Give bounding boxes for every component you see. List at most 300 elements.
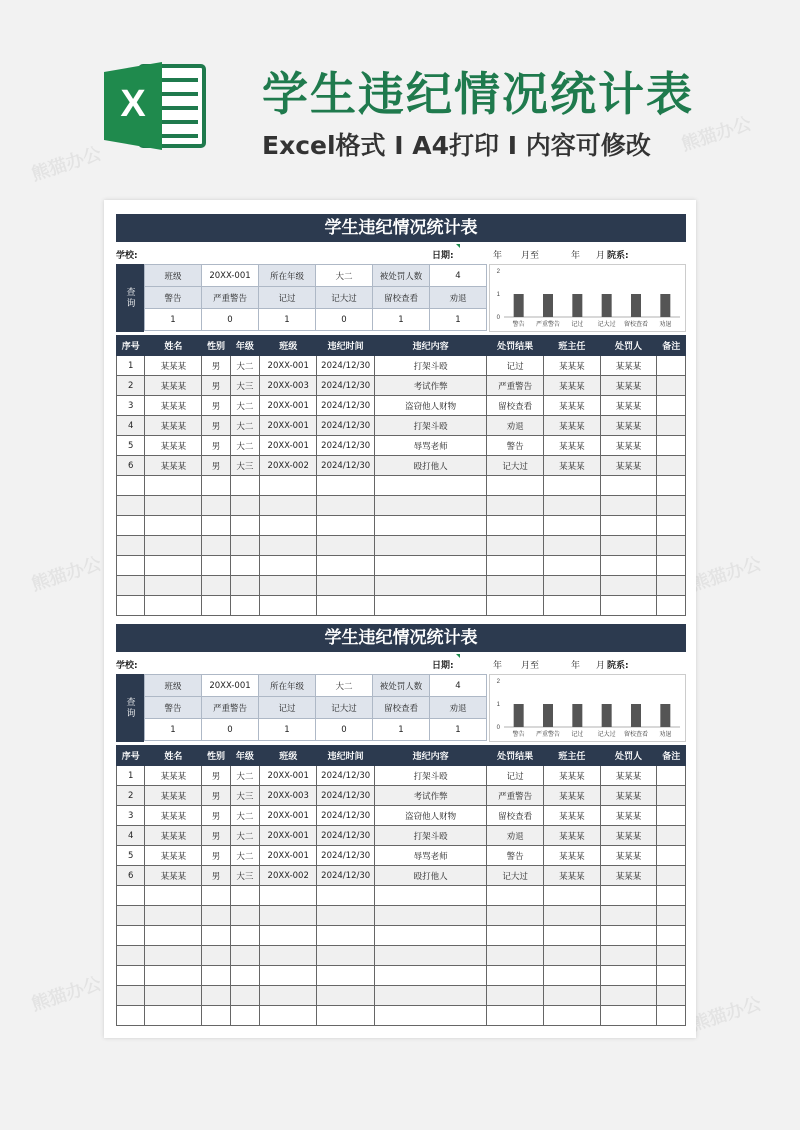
summary-cell[interactable]: 记过 xyxy=(259,697,316,719)
column-header[interactable]: 违纪内容 xyxy=(375,746,487,766)
empty-cell[interactable] xyxy=(117,906,145,926)
empty-cell[interactable] xyxy=(145,1006,202,1026)
empty-cell[interactable] xyxy=(487,986,544,1006)
table-cell[interactable]: 6 xyxy=(117,866,145,886)
table-cell[interactable]: 留校查看 xyxy=(487,396,544,416)
empty-cell[interactable] xyxy=(600,946,657,966)
summary-cell[interactable]: 0 xyxy=(316,309,373,331)
table-cell[interactable]: 某某某 xyxy=(600,866,657,886)
table-cell[interactable]: 打架斗殴 xyxy=(375,356,487,376)
empty-cell[interactable] xyxy=(600,476,657,496)
empty-cell[interactable] xyxy=(117,926,145,946)
empty-cell[interactable] xyxy=(487,556,544,576)
column-header[interactable]: 班主任 xyxy=(543,336,600,356)
column-header[interactable]: 处罚人 xyxy=(600,336,657,356)
column-header[interactable]: 班级 xyxy=(260,336,317,356)
empty-cell[interactable] xyxy=(487,966,544,986)
table-cell[interactable]: 2024/12/30 xyxy=(317,806,375,826)
empty-cell[interactable] xyxy=(317,556,375,576)
table-cell[interactable]: 4 xyxy=(117,826,145,846)
summary-cell[interactable]: 大二 xyxy=(316,265,373,287)
empty-cell[interactable] xyxy=(375,966,487,986)
table-cell[interactable]: 男 xyxy=(202,846,230,866)
empty-cell[interactable] xyxy=(230,906,259,926)
empty-cell[interactable] xyxy=(202,496,230,516)
table-cell[interactable] xyxy=(657,846,686,866)
column-header[interactable]: 序号 xyxy=(117,336,145,356)
table-cell[interactable]: 男 xyxy=(202,396,230,416)
empty-cell[interactable] xyxy=(230,946,259,966)
empty-cell[interactable] xyxy=(543,986,600,1006)
table-cell[interactable]: 20XX-001 xyxy=(260,806,317,826)
table-cell[interactable]: 警告 xyxy=(487,436,544,456)
empty-cell[interactable] xyxy=(543,906,600,926)
empty-cell[interactable] xyxy=(317,906,375,926)
summary-cell[interactable]: 0 xyxy=(316,719,373,741)
empty-cell[interactable] xyxy=(145,556,202,576)
empty-cell[interactable] xyxy=(657,946,686,966)
table-cell[interactable]: 记大过 xyxy=(487,866,544,886)
empty-cell[interactable] xyxy=(230,496,259,516)
empty-cell[interactable] xyxy=(260,596,317,616)
table-cell[interactable]: 20XX-003 xyxy=(260,786,317,806)
table-cell[interactable]: 2 xyxy=(117,376,145,396)
empty-cell[interactable] xyxy=(543,886,600,906)
empty-cell[interactable] xyxy=(117,536,145,556)
table-cell[interactable]: 某某某 xyxy=(145,826,202,846)
empty-cell[interactable] xyxy=(317,576,375,596)
summary-cell[interactable]: 严重警告 xyxy=(202,287,259,309)
column-header[interactable]: 班主任 xyxy=(543,746,600,766)
summary-cell[interactable]: 警告 xyxy=(145,697,202,719)
table-cell[interactable] xyxy=(657,376,686,396)
table-cell[interactable]: 大二 xyxy=(230,846,259,866)
empty-cell[interactable] xyxy=(375,886,487,906)
empty-cell[interactable] xyxy=(117,516,145,536)
empty-cell[interactable] xyxy=(487,536,544,556)
empty-cell[interactable] xyxy=(145,516,202,536)
empty-cell[interactable] xyxy=(317,1006,375,1026)
table-cell[interactable] xyxy=(657,786,686,806)
empty-cell[interactable] xyxy=(230,556,259,576)
summary-cell[interactable]: 班级 xyxy=(145,265,202,287)
empty-cell[interactable] xyxy=(543,946,600,966)
empty-cell[interactable] xyxy=(145,576,202,596)
table-cell[interactable]: 严重警告 xyxy=(487,786,544,806)
column-header[interactable]: 处罚结果 xyxy=(487,336,544,356)
table-cell[interactable]: 20XX-002 xyxy=(260,456,317,476)
empty-cell[interactable] xyxy=(657,986,686,1006)
table-cell[interactable] xyxy=(657,766,686,786)
empty-cell[interactable] xyxy=(260,886,317,906)
empty-cell[interactable] xyxy=(117,576,145,596)
column-header[interactable]: 违纪时间 xyxy=(317,746,375,766)
empty-cell[interactable] xyxy=(202,576,230,596)
empty-cell[interactable] xyxy=(487,926,544,946)
table-cell[interactable]: 严重警告 xyxy=(487,376,544,396)
empty-cell[interactable] xyxy=(317,536,375,556)
empty-cell[interactable] xyxy=(657,886,686,906)
empty-cell[interactable] xyxy=(117,886,145,906)
table-cell[interactable]: 某某某 xyxy=(543,456,600,476)
table-cell[interactable]: 大三 xyxy=(230,456,259,476)
empty-cell[interactable] xyxy=(657,556,686,576)
empty-cell[interactable] xyxy=(230,1006,259,1026)
column-header[interactable]: 处罚人 xyxy=(600,746,657,766)
empty-cell[interactable] xyxy=(260,966,317,986)
table-cell[interactable]: 某某某 xyxy=(600,826,657,846)
empty-cell[interactable] xyxy=(375,556,487,576)
table-cell[interactable]: 某某某 xyxy=(145,806,202,826)
table-cell[interactable]: 大三 xyxy=(230,786,259,806)
empty-cell[interactable] xyxy=(543,476,600,496)
table-cell[interactable]: 20XX-001 xyxy=(260,846,317,866)
table-cell[interactable]: 某某某 xyxy=(543,866,600,886)
empty-cell[interactable] xyxy=(202,516,230,536)
empty-cell[interactable] xyxy=(145,986,202,1006)
empty-cell[interactable] xyxy=(657,596,686,616)
empty-cell[interactable] xyxy=(260,496,317,516)
empty-cell[interactable] xyxy=(145,886,202,906)
empty-cell[interactable] xyxy=(487,516,544,536)
column-header[interactable]: 性别 xyxy=(202,336,230,356)
empty-cell[interactable] xyxy=(600,516,657,536)
empty-cell[interactable] xyxy=(657,926,686,946)
table-cell[interactable]: 大二 xyxy=(230,826,259,846)
table-cell[interactable]: 男 xyxy=(202,866,230,886)
summary-cell[interactable]: 1 xyxy=(373,719,430,741)
table-cell[interactable]: 2024/12/30 xyxy=(317,766,375,786)
table-cell[interactable]: 殴打他人 xyxy=(375,866,487,886)
summary-cell[interactable]: 劝退 xyxy=(430,697,487,719)
table-cell[interactable] xyxy=(657,356,686,376)
table-cell[interactable]: 某某某 xyxy=(543,436,600,456)
empty-cell[interactable] xyxy=(230,516,259,536)
table-cell[interactable]: 某某某 xyxy=(600,356,657,376)
table-cell[interactable]: 某某某 xyxy=(600,416,657,436)
empty-cell[interactable] xyxy=(317,966,375,986)
empty-cell[interactable] xyxy=(260,576,317,596)
empty-cell[interactable] xyxy=(145,596,202,616)
empty-cell[interactable] xyxy=(202,1006,230,1026)
table-cell[interactable]: 2024/12/30 xyxy=(317,866,375,886)
table-cell[interactable]: 大二 xyxy=(230,416,259,436)
table-cell[interactable]: 男 xyxy=(202,376,230,396)
table-cell[interactable] xyxy=(657,416,686,436)
table-cell[interactable]: 某某某 xyxy=(600,376,657,396)
summary-cell[interactable]: 1 xyxy=(145,719,202,741)
table-cell[interactable]: 某某某 xyxy=(145,396,202,416)
table-cell[interactable]: 大二 xyxy=(230,356,259,376)
table-cell[interactable]: 打架斗殴 xyxy=(375,826,487,846)
empty-cell[interactable] xyxy=(230,926,259,946)
empty-cell[interactable] xyxy=(543,516,600,536)
table-cell[interactable] xyxy=(657,456,686,476)
table-cell[interactable]: 殴打他人 xyxy=(375,456,487,476)
empty-cell[interactable] xyxy=(317,476,375,496)
empty-cell[interactable] xyxy=(657,1006,686,1026)
table-cell[interactable]: 某某某 xyxy=(600,396,657,416)
empty-cell[interactable] xyxy=(145,966,202,986)
table-cell[interactable]: 某某某 xyxy=(145,416,202,436)
empty-cell[interactable] xyxy=(260,1006,317,1026)
column-header[interactable]: 违纪时间 xyxy=(317,336,375,356)
table-cell[interactable]: 考试作弊 xyxy=(375,786,487,806)
empty-cell[interactable] xyxy=(487,946,544,966)
empty-cell[interactable] xyxy=(543,596,600,616)
table-cell[interactable]: 男 xyxy=(202,786,230,806)
empty-cell[interactable] xyxy=(230,536,259,556)
empty-cell[interactable] xyxy=(317,946,375,966)
empty-cell[interactable] xyxy=(657,516,686,536)
empty-cell[interactable] xyxy=(202,906,230,926)
column-header[interactable]: 性别 xyxy=(202,746,230,766)
empty-cell[interactable] xyxy=(375,986,487,1006)
empty-cell[interactable] xyxy=(260,926,317,946)
table-cell[interactable]: 20XX-003 xyxy=(260,376,317,396)
table-cell[interactable]: 某某某 xyxy=(600,766,657,786)
table-cell[interactable]: 某某某 xyxy=(145,866,202,886)
empty-cell[interactable] xyxy=(202,596,230,616)
table-cell[interactable] xyxy=(657,826,686,846)
empty-cell[interactable] xyxy=(230,886,259,906)
empty-cell[interactable] xyxy=(202,536,230,556)
table-cell[interactable]: 某某某 xyxy=(145,846,202,866)
table-cell[interactable]: 1 xyxy=(117,766,145,786)
empty-cell[interactable] xyxy=(202,946,230,966)
table-cell[interactable]: 某某某 xyxy=(600,456,657,476)
empty-cell[interactable] xyxy=(487,596,544,616)
summary-cell[interactable]: 记过 xyxy=(259,287,316,309)
empty-cell[interactable] xyxy=(600,536,657,556)
empty-cell[interactable] xyxy=(202,966,230,986)
table-cell[interactable]: 某某某 xyxy=(543,826,600,846)
empty-cell[interactable] xyxy=(117,596,145,616)
table-cell[interactable]: 2024/12/30 xyxy=(317,436,375,456)
empty-cell[interactable] xyxy=(487,476,544,496)
table-cell[interactable]: 20XX-002 xyxy=(260,866,317,886)
table-cell[interactable]: 20XX-001 xyxy=(260,766,317,786)
table-cell[interactable]: 记过 xyxy=(487,766,544,786)
column-header[interactable]: 班级 xyxy=(260,746,317,766)
empty-cell[interactable] xyxy=(230,966,259,986)
summary-cell[interactable]: 1 xyxy=(373,309,430,331)
empty-cell[interactable] xyxy=(260,906,317,926)
table-cell[interactable]: 男 xyxy=(202,826,230,846)
table-cell[interactable]: 考试作弊 xyxy=(375,376,487,396)
table-cell[interactable]: 大二 xyxy=(230,436,259,456)
table-cell[interactable]: 某某某 xyxy=(600,806,657,826)
table-cell[interactable]: 2024/12/30 xyxy=(317,356,375,376)
table-cell[interactable]: 男 xyxy=(202,436,230,456)
empty-cell[interactable] xyxy=(145,476,202,496)
empty-cell[interactable] xyxy=(375,926,487,946)
table-cell[interactable]: 劝退 xyxy=(487,826,544,846)
table-cell[interactable]: 2024/12/30 xyxy=(317,376,375,396)
empty-cell[interactable] xyxy=(543,926,600,946)
table-cell[interactable]: 某某某 xyxy=(145,356,202,376)
summary-cell[interactable]: 20XX-001 xyxy=(202,675,259,697)
empty-cell[interactable] xyxy=(230,986,259,1006)
table-cell[interactable]: 5 xyxy=(117,846,145,866)
table-cell[interactable]: 男 xyxy=(202,356,230,376)
summary-cell[interactable]: 严重警告 xyxy=(202,697,259,719)
empty-cell[interactable] xyxy=(657,496,686,516)
table-cell[interactable]: 男 xyxy=(202,416,230,436)
empty-cell[interactable] xyxy=(145,926,202,946)
empty-cell[interactable] xyxy=(260,986,317,1006)
table-cell[interactable] xyxy=(657,396,686,416)
table-cell[interactable]: 记大过 xyxy=(487,456,544,476)
table-cell[interactable]: 劝退 xyxy=(487,416,544,436)
empty-cell[interactable] xyxy=(657,476,686,496)
empty-cell[interactable] xyxy=(600,596,657,616)
summary-cell[interactable]: 1 xyxy=(259,719,316,741)
empty-cell[interactable] xyxy=(202,886,230,906)
table-cell[interactable]: 某某某 xyxy=(543,376,600,396)
empty-cell[interactable] xyxy=(487,906,544,926)
empty-cell[interactable] xyxy=(317,886,375,906)
table-cell[interactable]: 20XX-001 xyxy=(260,436,317,456)
empty-cell[interactable] xyxy=(230,596,259,616)
empty-cell[interactable] xyxy=(543,496,600,516)
summary-cell[interactable]: 4 xyxy=(430,675,487,697)
table-cell[interactable]: 某某某 xyxy=(600,786,657,806)
empty-cell[interactable] xyxy=(600,986,657,1006)
table-cell[interactable]: 男 xyxy=(202,806,230,826)
table-cell[interactable]: 某某某 xyxy=(145,786,202,806)
table-cell[interactable]: 某某某 xyxy=(543,396,600,416)
column-header[interactable]: 姓名 xyxy=(145,336,202,356)
empty-cell[interactable] xyxy=(657,576,686,596)
empty-cell[interactable] xyxy=(317,986,375,1006)
table-cell[interactable]: 2024/12/30 xyxy=(317,846,375,866)
empty-cell[interactable] xyxy=(487,886,544,906)
table-cell[interactable] xyxy=(657,436,686,456)
empty-cell[interactable] xyxy=(543,966,600,986)
empty-cell[interactable] xyxy=(375,596,487,616)
empty-cell[interactable] xyxy=(600,886,657,906)
empty-cell[interactable] xyxy=(487,576,544,596)
table-cell[interactable]: 20XX-001 xyxy=(260,396,317,416)
table-cell[interactable]: 2 xyxy=(117,786,145,806)
table-cell[interactable]: 盗窃他人财物 xyxy=(375,806,487,826)
summary-cell[interactable]: 1 xyxy=(259,309,316,331)
table-cell[interactable]: 4 xyxy=(117,416,145,436)
column-header[interactable]: 年级 xyxy=(230,336,259,356)
summary-cell[interactable]: 4 xyxy=(430,265,487,287)
empty-cell[interactable] xyxy=(202,926,230,946)
empty-cell[interactable] xyxy=(543,1006,600,1026)
empty-cell[interactable] xyxy=(202,556,230,576)
summary-cell[interactable]: 20XX-001 xyxy=(202,265,259,287)
empty-cell[interactable] xyxy=(375,946,487,966)
summary-cell[interactable]: 劝退 xyxy=(430,287,487,309)
table-cell[interactable]: 警告 xyxy=(487,846,544,866)
empty-cell[interactable] xyxy=(260,516,317,536)
table-cell[interactable]: 某某某 xyxy=(145,456,202,476)
empty-cell[interactable] xyxy=(230,576,259,596)
table-cell[interactable]: 辱骂老师 xyxy=(375,846,487,866)
table-cell[interactable]: 大二 xyxy=(230,806,259,826)
summary-cell[interactable]: 被处罚人数 xyxy=(373,675,430,697)
empty-cell[interactable] xyxy=(657,536,686,556)
table-cell[interactable]: 某某某 xyxy=(145,376,202,396)
table-cell[interactable]: 2024/12/30 xyxy=(317,786,375,806)
column-header[interactable]: 备注 xyxy=(657,336,686,356)
table-cell[interactable]: 某某某 xyxy=(543,786,600,806)
empty-cell[interactable] xyxy=(117,496,145,516)
empty-cell[interactable] xyxy=(600,1006,657,1026)
table-cell[interactable]: 20XX-001 xyxy=(260,416,317,436)
summary-cell[interactable]: 班级 xyxy=(145,675,202,697)
summary-cell[interactable]: 所在年级 xyxy=(259,265,316,287)
empty-cell[interactable] xyxy=(600,496,657,516)
column-header[interactable]: 处罚结果 xyxy=(487,746,544,766)
summary-cell[interactable]: 0 xyxy=(202,719,259,741)
empty-cell[interactable] xyxy=(375,536,487,556)
summary-cell[interactable]: 1 xyxy=(430,309,487,331)
empty-cell[interactable] xyxy=(375,1006,487,1026)
table-cell[interactable]: 男 xyxy=(202,766,230,786)
empty-cell[interactable] xyxy=(117,946,145,966)
table-cell[interactable]: 留校查看 xyxy=(487,806,544,826)
empty-cell[interactable] xyxy=(317,516,375,536)
empty-cell[interactable] xyxy=(317,496,375,516)
table-cell[interactable]: 男 xyxy=(202,456,230,476)
empty-cell[interactable] xyxy=(117,986,145,1006)
table-cell[interactable]: 大三 xyxy=(230,866,259,886)
empty-cell[interactable] xyxy=(117,556,145,576)
table-cell[interactable]: 记过 xyxy=(487,356,544,376)
table-cell[interactable]: 5 xyxy=(117,436,145,456)
table-cell[interactable]: 2024/12/30 xyxy=(317,416,375,436)
empty-cell[interactable] xyxy=(657,906,686,926)
empty-cell[interactable] xyxy=(117,1006,145,1026)
empty-cell[interactable] xyxy=(487,496,544,516)
summary-cell[interactable]: 所在年级 xyxy=(259,675,316,697)
table-cell[interactable]: 辱骂老师 xyxy=(375,436,487,456)
table-cell[interactable]: 大二 xyxy=(230,766,259,786)
summary-cell[interactable]: 警告 xyxy=(145,287,202,309)
table-cell[interactable]: 2024/12/30 xyxy=(317,826,375,846)
table-cell[interactable] xyxy=(657,866,686,886)
table-cell[interactable]: 2024/12/30 xyxy=(317,396,375,416)
table-cell[interactable]: 某某某 xyxy=(600,436,657,456)
empty-cell[interactable] xyxy=(117,966,145,986)
summary-cell[interactable]: 被处罚人数 xyxy=(373,265,430,287)
table-cell[interactable]: 1 xyxy=(117,356,145,376)
summary-cell[interactable]: 记大过 xyxy=(316,697,373,719)
empty-cell[interactable] xyxy=(600,966,657,986)
column-header[interactable]: 违纪内容 xyxy=(375,336,487,356)
table-cell[interactable]: 某某某 xyxy=(145,436,202,456)
empty-cell[interactable] xyxy=(600,906,657,926)
table-cell[interactable]: 打架斗殴 xyxy=(375,766,487,786)
column-header[interactable]: 备注 xyxy=(657,746,686,766)
table-cell[interactable] xyxy=(657,806,686,826)
empty-cell[interactable] xyxy=(543,536,600,556)
empty-cell[interactable] xyxy=(375,516,487,536)
table-cell[interactable]: 某某某 xyxy=(600,846,657,866)
empty-cell[interactable] xyxy=(260,476,317,496)
empty-cell[interactable] xyxy=(657,966,686,986)
empty-cell[interactable] xyxy=(145,906,202,926)
table-cell[interactable]: 20XX-001 xyxy=(260,356,317,376)
table-cell[interactable]: 3 xyxy=(117,396,145,416)
empty-cell[interactable] xyxy=(230,476,259,496)
column-header[interactable]: 姓名 xyxy=(145,746,202,766)
